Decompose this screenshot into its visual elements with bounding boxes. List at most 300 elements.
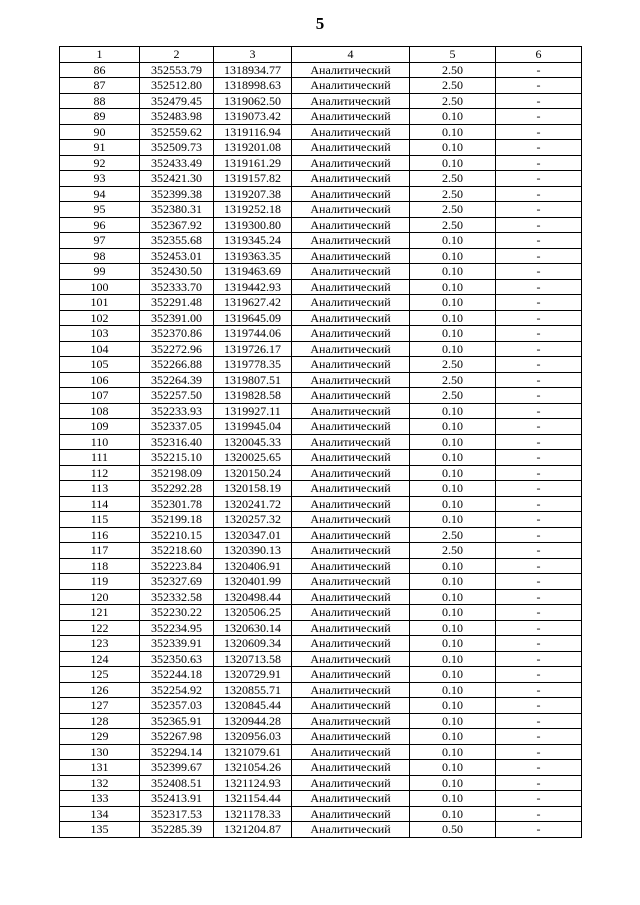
note-cell: - bbox=[496, 62, 582, 78]
method-cell: Аналитический bbox=[292, 558, 410, 574]
point-number-cell: 108 bbox=[60, 403, 140, 419]
note-cell: - bbox=[496, 109, 582, 125]
note-cell: - bbox=[496, 341, 582, 357]
table-row bbox=[60, 171, 582, 187]
x-coordinate-cell: 352367.92 bbox=[140, 217, 214, 233]
y-coordinate-cell: 1319442.93 bbox=[214, 279, 292, 295]
table-row bbox=[60, 713, 582, 729]
y-coordinate-cell: 1319300.80 bbox=[214, 217, 292, 233]
note-cell: - bbox=[496, 682, 582, 698]
accuracy-cell: 0.10 bbox=[410, 558, 496, 574]
y-coordinate-cell: 1320150.24 bbox=[214, 465, 292, 481]
point-number-cell: 135 bbox=[60, 822, 140, 838]
point-number-cell: 110 bbox=[60, 434, 140, 450]
x-coordinate-cell: 352234.95 bbox=[140, 620, 214, 636]
table-row bbox=[60, 403, 582, 419]
point-number-cell: 121 bbox=[60, 605, 140, 621]
accuracy-cell: 0.10 bbox=[410, 155, 496, 171]
method-cell: Аналитический bbox=[292, 279, 410, 295]
y-coordinate-cell: 1319778.35 bbox=[214, 357, 292, 373]
point-number-cell: 132 bbox=[60, 775, 140, 791]
table-row bbox=[60, 589, 582, 605]
point-number-cell: 119 bbox=[60, 574, 140, 590]
table-row bbox=[60, 605, 582, 621]
point-number-cell: 117 bbox=[60, 543, 140, 559]
table-row bbox=[60, 186, 582, 202]
method-cell: Аналитический bbox=[292, 481, 410, 497]
y-coordinate-cell: 1319927.11 bbox=[214, 403, 292, 419]
x-coordinate-cell: 352479.45 bbox=[140, 93, 214, 109]
method-cell: Аналитический bbox=[292, 527, 410, 543]
point-number-cell: 92 bbox=[60, 155, 140, 171]
accuracy-cell: 0.10 bbox=[410, 465, 496, 481]
x-coordinate-cell: 352244.18 bbox=[140, 667, 214, 683]
point-number-cell: 109 bbox=[60, 419, 140, 435]
y-coordinate-cell: 1319726.17 bbox=[214, 341, 292, 357]
table-row bbox=[60, 264, 582, 280]
method-cell: Аналитический bbox=[292, 78, 410, 94]
accuracy-cell: 0.10 bbox=[410, 775, 496, 791]
x-coordinate-cell: 352337.05 bbox=[140, 419, 214, 435]
point-number-cell: 97 bbox=[60, 233, 140, 249]
table-row bbox=[60, 78, 582, 94]
point-number-cell: 104 bbox=[60, 341, 140, 357]
table-row bbox=[60, 388, 582, 404]
note-cell: - bbox=[496, 760, 582, 776]
method-cell: Аналитический bbox=[292, 682, 410, 698]
accuracy-cell: 0.10 bbox=[410, 248, 496, 264]
method-cell: Аналитический bbox=[292, 171, 410, 187]
point-number-cell: 99 bbox=[60, 264, 140, 280]
point-number-cell: 126 bbox=[60, 682, 140, 698]
method-cell: Аналитический bbox=[292, 744, 410, 760]
note-cell: - bbox=[496, 636, 582, 652]
note-cell: - bbox=[496, 667, 582, 683]
method-cell: Аналитический bbox=[292, 186, 410, 202]
note-cell: - bbox=[496, 713, 582, 729]
method-cell: Аналитический bbox=[292, 589, 410, 605]
method-cell: Аналитический bbox=[292, 202, 410, 218]
point-number-cell: 107 bbox=[60, 388, 140, 404]
x-coordinate-cell: 352430.50 bbox=[140, 264, 214, 280]
method-cell: Аналитический bbox=[292, 605, 410, 621]
method-cell: Аналитический bbox=[292, 636, 410, 652]
method-cell: Аналитический bbox=[292, 651, 410, 667]
table-row bbox=[60, 574, 582, 590]
method-cell: Аналитический bbox=[292, 93, 410, 109]
y-coordinate-cell: 1319945.04 bbox=[214, 419, 292, 435]
point-number-cell: 112 bbox=[60, 465, 140, 481]
method-cell: Аналитический bbox=[292, 419, 410, 435]
y-coordinate-cell: 1320630.14 bbox=[214, 620, 292, 636]
y-coordinate-cell: 1319116.94 bbox=[214, 124, 292, 140]
method-cell: Аналитический bbox=[292, 713, 410, 729]
note-cell: - bbox=[496, 729, 582, 745]
point-number-cell: 128 bbox=[60, 713, 140, 729]
table-row bbox=[60, 651, 582, 667]
x-coordinate-cell: 352215.10 bbox=[140, 450, 214, 466]
x-coordinate-cell: 352433.49 bbox=[140, 155, 214, 171]
table-row bbox=[60, 744, 582, 760]
table-row bbox=[60, 62, 582, 78]
x-coordinate-cell: 352355.68 bbox=[140, 233, 214, 249]
table-row bbox=[60, 279, 582, 295]
y-coordinate-cell: 1319073.42 bbox=[214, 109, 292, 125]
note-cell: - bbox=[496, 744, 582, 760]
note-cell: - bbox=[496, 279, 582, 295]
method-cell: Аналитический bbox=[292, 543, 410, 559]
y-coordinate-cell: 1320025.65 bbox=[214, 450, 292, 466]
x-coordinate-cell: 352223.84 bbox=[140, 558, 214, 574]
table-body bbox=[60, 62, 582, 837]
table-header bbox=[60, 47, 582, 63]
x-coordinate-cell: 352267.98 bbox=[140, 729, 214, 745]
accuracy-cell: 0.10 bbox=[410, 264, 496, 280]
x-coordinate-cell: 352339.91 bbox=[140, 636, 214, 652]
method-cell: Аналитический bbox=[292, 264, 410, 280]
point-number-cell: 125 bbox=[60, 667, 140, 683]
y-coordinate-cell: 1319345.24 bbox=[214, 233, 292, 249]
point-number-cell: 118 bbox=[60, 558, 140, 574]
table-row bbox=[60, 202, 582, 218]
table-row bbox=[60, 775, 582, 791]
table-row bbox=[60, 682, 582, 698]
x-coordinate-cell: 352317.53 bbox=[140, 806, 214, 822]
point-number-cell: 96 bbox=[60, 217, 140, 233]
accuracy-cell: 2.50 bbox=[410, 217, 496, 233]
table-row bbox=[60, 667, 582, 683]
accuracy-cell: 0.10 bbox=[410, 450, 496, 466]
method-cell: Аналитический bbox=[292, 791, 410, 807]
point-number-cell: 120 bbox=[60, 589, 140, 605]
x-coordinate-cell: 352266.88 bbox=[140, 357, 214, 373]
table-row bbox=[60, 558, 582, 574]
table-row bbox=[60, 372, 582, 388]
y-coordinate-cell: 1319157.82 bbox=[214, 171, 292, 187]
note-cell: - bbox=[496, 155, 582, 171]
note-cell: - bbox=[496, 775, 582, 791]
note-cell: - bbox=[496, 496, 582, 512]
table-row bbox=[60, 512, 582, 528]
table-row bbox=[60, 217, 582, 233]
method-cell: Аналитический bbox=[292, 326, 410, 342]
note-cell: - bbox=[496, 620, 582, 636]
x-coordinate-cell: 352316.40 bbox=[140, 434, 214, 450]
x-coordinate-cell: 352408.51 bbox=[140, 775, 214, 791]
y-coordinate-cell: 1320729.91 bbox=[214, 667, 292, 683]
table-row bbox=[60, 698, 582, 714]
point-number-cell: 133 bbox=[60, 791, 140, 807]
x-coordinate-cell: 352285.39 bbox=[140, 822, 214, 838]
accuracy-cell: 0.10 bbox=[410, 341, 496, 357]
x-coordinate-cell: 352218.60 bbox=[140, 543, 214, 559]
note-cell: - bbox=[496, 806, 582, 822]
x-coordinate-cell: 352421.30 bbox=[140, 171, 214, 187]
accuracy-cell: 0.10 bbox=[410, 434, 496, 450]
accuracy-cell: 2.50 bbox=[410, 78, 496, 94]
point-number-cell: 127 bbox=[60, 698, 140, 714]
accuracy-cell: 2.50 bbox=[410, 93, 496, 109]
y-coordinate-cell: 1320944.28 bbox=[214, 713, 292, 729]
y-coordinate-cell: 1320347.01 bbox=[214, 527, 292, 543]
table-row bbox=[60, 124, 582, 140]
accuracy-cell: 0.10 bbox=[410, 109, 496, 125]
accuracy-cell: 0.10 bbox=[410, 636, 496, 652]
note-cell: - bbox=[496, 651, 582, 667]
method-cell: Аналитический bbox=[292, 512, 410, 528]
accuracy-cell: 0.10 bbox=[410, 295, 496, 311]
y-coordinate-cell: 1321124.93 bbox=[214, 775, 292, 791]
x-coordinate-cell: 352230.22 bbox=[140, 605, 214, 621]
point-number-cell: 100 bbox=[60, 279, 140, 295]
table-row bbox=[60, 760, 582, 776]
table-row bbox=[60, 729, 582, 745]
note-cell: - bbox=[496, 202, 582, 218]
point-number-cell: 93 bbox=[60, 171, 140, 187]
y-coordinate-cell: 1320845.44 bbox=[214, 698, 292, 714]
method-cell: Аналитический bbox=[292, 698, 410, 714]
y-coordinate-cell: 1319201.08 bbox=[214, 140, 292, 156]
accuracy-cell: 0.10 bbox=[410, 806, 496, 822]
point-number-cell: 114 bbox=[60, 496, 140, 512]
header-cell-1: 1 bbox=[60, 47, 140, 63]
method-cell: Аналитический bbox=[292, 155, 410, 171]
table-row bbox=[60, 527, 582, 543]
x-coordinate-cell: 352327.69 bbox=[140, 574, 214, 590]
table-row bbox=[60, 326, 582, 342]
note-cell: - bbox=[496, 434, 582, 450]
point-number-cell: 131 bbox=[60, 760, 140, 776]
accuracy-cell: 0.10 bbox=[410, 574, 496, 590]
table-row bbox=[60, 620, 582, 636]
method-cell: Аналитический bbox=[292, 62, 410, 78]
table-row bbox=[60, 248, 582, 264]
note-cell: - bbox=[496, 388, 582, 404]
accuracy-cell: 2.50 bbox=[410, 171, 496, 187]
accuracy-cell: 0.10 bbox=[410, 496, 496, 512]
header-cell-3: 3 bbox=[214, 47, 292, 63]
note-cell: - bbox=[496, 326, 582, 342]
header-cell-5: 5 bbox=[410, 47, 496, 63]
note-cell: - bbox=[496, 589, 582, 605]
method-cell: Аналитический bbox=[292, 496, 410, 512]
table-row bbox=[60, 140, 582, 156]
method-cell: Аналитический bbox=[292, 310, 410, 326]
note-cell: - bbox=[496, 574, 582, 590]
accuracy-cell: 0.10 bbox=[410, 124, 496, 140]
method-cell: Аналитический bbox=[292, 574, 410, 590]
y-coordinate-cell: 1319807.51 bbox=[214, 372, 292, 388]
method-cell: Аналитический bbox=[292, 729, 410, 745]
table-row bbox=[60, 450, 582, 466]
note-cell: - bbox=[496, 264, 582, 280]
method-cell: Аналитический bbox=[292, 388, 410, 404]
note-cell: - bbox=[496, 543, 582, 559]
method-cell: Аналитический bbox=[292, 217, 410, 233]
method-cell: Аналитический bbox=[292, 760, 410, 776]
method-cell: Аналитический bbox=[292, 233, 410, 249]
point-number-cell: 124 bbox=[60, 651, 140, 667]
x-coordinate-cell: 352210.15 bbox=[140, 527, 214, 543]
point-number-cell: 111 bbox=[60, 450, 140, 466]
accuracy-cell: 0.10 bbox=[410, 403, 496, 419]
y-coordinate-cell: 1321054.26 bbox=[214, 760, 292, 776]
accuracy-cell: 0.10 bbox=[410, 140, 496, 156]
y-coordinate-cell: 1320390.13 bbox=[214, 543, 292, 559]
accuracy-cell: 0.10 bbox=[410, 233, 496, 249]
note-cell: - bbox=[496, 248, 582, 264]
accuracy-cell: 0.10 bbox=[410, 620, 496, 636]
table-row bbox=[60, 93, 582, 109]
note-cell: - bbox=[496, 357, 582, 373]
y-coordinate-cell: 1320855.71 bbox=[214, 682, 292, 698]
method-cell: Аналитический bbox=[292, 822, 410, 838]
table-row bbox=[60, 310, 582, 326]
accuracy-cell: 0.10 bbox=[410, 667, 496, 683]
x-coordinate-cell: 352332.58 bbox=[140, 589, 214, 605]
accuracy-cell: 0.10 bbox=[410, 310, 496, 326]
accuracy-cell: 2.50 bbox=[410, 186, 496, 202]
y-coordinate-cell: 1320045.33 bbox=[214, 434, 292, 450]
page-number: 5 bbox=[315, 14, 325, 33]
point-number-cell: 94 bbox=[60, 186, 140, 202]
point-number-cell: 129 bbox=[60, 729, 140, 745]
point-number-cell: 101 bbox=[60, 295, 140, 311]
x-coordinate-cell: 352413.91 bbox=[140, 791, 214, 807]
coordinates-table bbox=[59, 46, 582, 838]
accuracy-cell: 0.10 bbox=[410, 279, 496, 295]
note-cell: - bbox=[496, 512, 582, 528]
y-coordinate-cell: 1320713.58 bbox=[214, 651, 292, 667]
x-coordinate-cell: 352391.00 bbox=[140, 310, 214, 326]
point-number-cell: 106 bbox=[60, 372, 140, 388]
x-coordinate-cell: 352380.31 bbox=[140, 202, 214, 218]
point-number-cell: 116 bbox=[60, 527, 140, 543]
table-row bbox=[60, 295, 582, 311]
x-coordinate-cell: 352264.39 bbox=[140, 372, 214, 388]
x-coordinate-cell: 352333.70 bbox=[140, 279, 214, 295]
method-cell: Аналитический bbox=[292, 620, 410, 636]
table-row bbox=[60, 465, 582, 481]
method-cell: Аналитический bbox=[292, 341, 410, 357]
accuracy-cell: 0.10 bbox=[410, 729, 496, 745]
accuracy-cell: 2.50 bbox=[410, 543, 496, 559]
accuracy-cell: 0.10 bbox=[410, 326, 496, 342]
y-coordinate-cell: 1320241.72 bbox=[214, 496, 292, 512]
note-cell: - bbox=[496, 403, 582, 419]
y-coordinate-cell: 1320498.44 bbox=[214, 589, 292, 605]
accuracy-cell: 0.10 bbox=[410, 605, 496, 621]
accuracy-cell: 2.50 bbox=[410, 357, 496, 373]
x-coordinate-cell: 352292.28 bbox=[140, 481, 214, 497]
accuracy-cell: 0.10 bbox=[410, 713, 496, 729]
table-row bbox=[60, 155, 582, 171]
point-number-cell: 102 bbox=[60, 310, 140, 326]
point-number-cell: 105 bbox=[60, 357, 140, 373]
y-coordinate-cell: 1321079.61 bbox=[214, 744, 292, 760]
method-cell: Аналитический bbox=[292, 403, 410, 419]
method-cell: Аналитический bbox=[292, 109, 410, 125]
y-coordinate-cell: 1320257.32 bbox=[214, 512, 292, 528]
accuracy-cell: 0.10 bbox=[410, 791, 496, 807]
method-cell: Аналитический bbox=[292, 357, 410, 373]
x-coordinate-cell: 352294.14 bbox=[140, 744, 214, 760]
x-coordinate-cell: 352509.73 bbox=[140, 140, 214, 156]
note-cell: - bbox=[496, 791, 582, 807]
method-cell: Аналитический bbox=[292, 775, 410, 791]
x-coordinate-cell: 352399.38 bbox=[140, 186, 214, 202]
note-cell: - bbox=[496, 465, 582, 481]
y-coordinate-cell: 1319645.09 bbox=[214, 310, 292, 326]
note-cell: - bbox=[496, 822, 582, 838]
table-row bbox=[60, 233, 582, 249]
table-row bbox=[60, 357, 582, 373]
point-number-cell: 122 bbox=[60, 620, 140, 636]
point-number-cell: 103 bbox=[60, 326, 140, 342]
note-cell: - bbox=[496, 450, 582, 466]
method-cell: Аналитический bbox=[292, 434, 410, 450]
accuracy-cell: 0.10 bbox=[410, 419, 496, 435]
x-coordinate-cell: 352483.98 bbox=[140, 109, 214, 125]
note-cell: - bbox=[496, 186, 582, 202]
y-coordinate-cell: 1320406.91 bbox=[214, 558, 292, 574]
point-number-cell: 123 bbox=[60, 636, 140, 652]
x-coordinate-cell: 352399.67 bbox=[140, 760, 214, 776]
accuracy-cell: 2.50 bbox=[410, 62, 496, 78]
x-coordinate-cell: 352199.18 bbox=[140, 512, 214, 528]
y-coordinate-cell: 1320401.99 bbox=[214, 574, 292, 590]
point-number-cell: 134 bbox=[60, 806, 140, 822]
y-coordinate-cell: 1319062.50 bbox=[214, 93, 292, 109]
table-row bbox=[60, 109, 582, 125]
note-cell: - bbox=[496, 698, 582, 714]
point-number-cell: 87 bbox=[60, 78, 140, 94]
note-cell: - bbox=[496, 124, 582, 140]
note-cell: - bbox=[496, 558, 582, 574]
y-coordinate-cell: 1320609.34 bbox=[214, 636, 292, 652]
x-coordinate-cell: 352559.62 bbox=[140, 124, 214, 140]
point-number-cell: 130 bbox=[60, 744, 140, 760]
note-cell: - bbox=[496, 140, 582, 156]
table-row bbox=[60, 543, 582, 559]
note-cell: - bbox=[496, 419, 582, 435]
table-row bbox=[60, 341, 582, 357]
accuracy-cell: 2.50 bbox=[410, 202, 496, 218]
x-coordinate-cell: 352257.50 bbox=[140, 388, 214, 404]
x-coordinate-cell: 352301.78 bbox=[140, 496, 214, 512]
table-row bbox=[60, 822, 582, 838]
y-coordinate-cell: 1319161.29 bbox=[214, 155, 292, 171]
header-cell-2: 2 bbox=[140, 47, 214, 63]
point-number-cell: 90 bbox=[60, 124, 140, 140]
method-cell: Аналитический bbox=[292, 806, 410, 822]
x-coordinate-cell: 352233.93 bbox=[140, 403, 214, 419]
y-coordinate-cell: 1320158.19 bbox=[214, 481, 292, 497]
y-coordinate-cell: 1321204.87 bbox=[214, 822, 292, 838]
x-coordinate-cell: 352512.80 bbox=[140, 78, 214, 94]
method-cell: Аналитический bbox=[292, 465, 410, 481]
accuracy-cell: 2.50 bbox=[410, 388, 496, 404]
note-cell: - bbox=[496, 310, 582, 326]
x-coordinate-cell: 352370.86 bbox=[140, 326, 214, 342]
x-coordinate-cell: 352365.91 bbox=[140, 713, 214, 729]
note-cell: - bbox=[496, 481, 582, 497]
note-cell: - bbox=[496, 295, 582, 311]
header-cell-4: 4 bbox=[292, 47, 410, 63]
y-coordinate-cell: 1319744.06 bbox=[214, 326, 292, 342]
accuracy-cell: 0.10 bbox=[410, 481, 496, 497]
note-cell: - bbox=[496, 527, 582, 543]
